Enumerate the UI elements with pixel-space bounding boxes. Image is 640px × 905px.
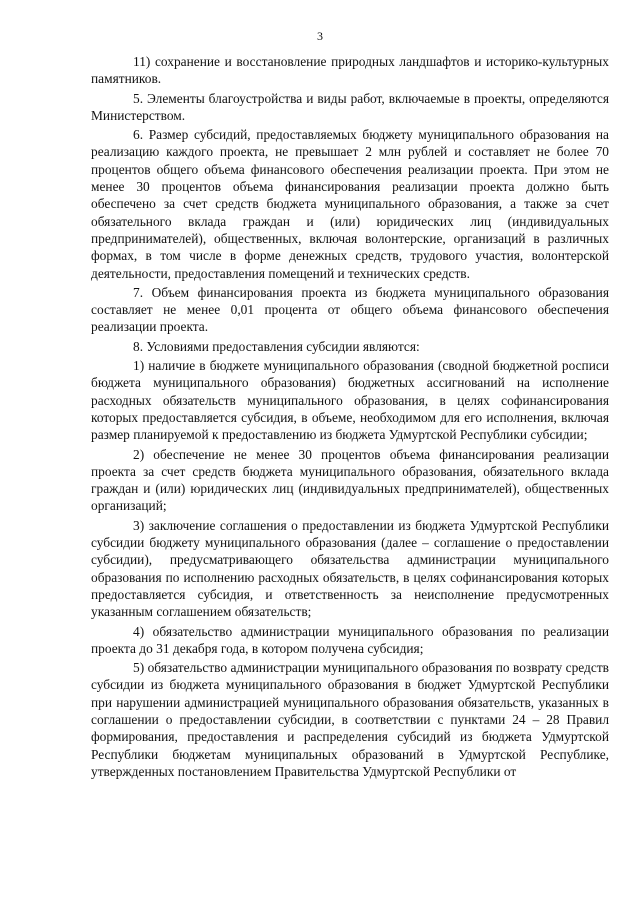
page-number: 3 — [317, 29, 323, 43]
document-body — [91, 53, 609, 780]
paragraph-8: 8. Условиями предоставления субсидии являются: — [133, 338, 420, 354]
condition-2: 2) обеспечение не менее 30 процентов объема финансирования реализации проекта за счет средств бюджета муниципального образования, обязательного вклада граждан и (или) юридических лиц (индивидуальных предпринимателей), общественных организаций; — [91, 446, 609, 514]
condition-5: 5) обязательство администрации муниципального образования по возврату средств субсидии из бюджета муниципального образования в бюджет Удмуртской Республики при нарушении администрацией муниципального образования обязательств, указанных в соглашении о предоставлении субсидии, в соответствии с пунктами 24 – 28 Правил формирования, предоставления и распределения субсидий из бюджета Удмуртской Республики бюджетам муниципальных образований в Удмуртской Республике, утвержденных постановлением Правительства Удмуртской Республики от — [91, 660, 609, 779]
paragraph-item-11: 11) сохранение и восстановление природных ландшафтов и историко-культурных памятников. — [91, 54, 609, 87]
condition-4: 4) обязательство администрации муниципального образования по реализации проекта до 31 декабря года, в котором получена субсидия; — [91, 623, 609, 656]
paragraph-5: 5. Элементы благоустройства и виды работ, включаемые в проекты, определяются Министерством. — [91, 90, 609, 123]
condition-3: 3) заключение соглашения о предоставлении из бюджета Удмуртской Республики субсидии бюджету муниципального образования (далее – соглашение о предоставлении субсидии), предусматривающего обязательства администрации муниципального образования по исполнению расходных обязательств, в целях софинансирования которых предоставляется субсидия, и ответственность за неисполнение предусмотренных указанным соглашением обязательств; — [91, 517, 609, 620]
paragraph-6: 6. Размер субсидий, предоставляемых бюджету муниципального образования на реализацию каждого проекта, не превышает 2 млн рублей и составляет не более 70 процентов общего объема финансового обеспечения реализации проекта. При этом не менее 30 процентов объема финансирования реализации проекта должно быть обеспечено за счет средств бюджета муниципального образования, а также за счет обязательного вклада граждан и (или) юридических лиц (индивидуальных предпринимателей), общественных, включая волонтерские, организаций в различных формах, в том числе в форме денежных средств, трудового участия, волонтерской деятельности, предоставления помещений и технических средств. — [91, 127, 609, 281]
condition-1: 1) наличие в бюджете муниципального образования (сводной бюджетной росписи бюджета муниципального образования) бюджетных ассигнований на исполнение расходных обязательств муниципального образования, в целях софинансирования которых предоставляется субсидия, в объеме, необходимом для его исполнения, включая размер планируемой к предоставлению из бюджета Удмуртской Республики субсидии; — [91, 358, 609, 443]
paragraph-7: 7. Объем финансирования проекта из бюджета муниципального образования составляет не менее 0,01 процента от общего объема финансового обеспечения реализации проекта. — [91, 284, 609, 335]
